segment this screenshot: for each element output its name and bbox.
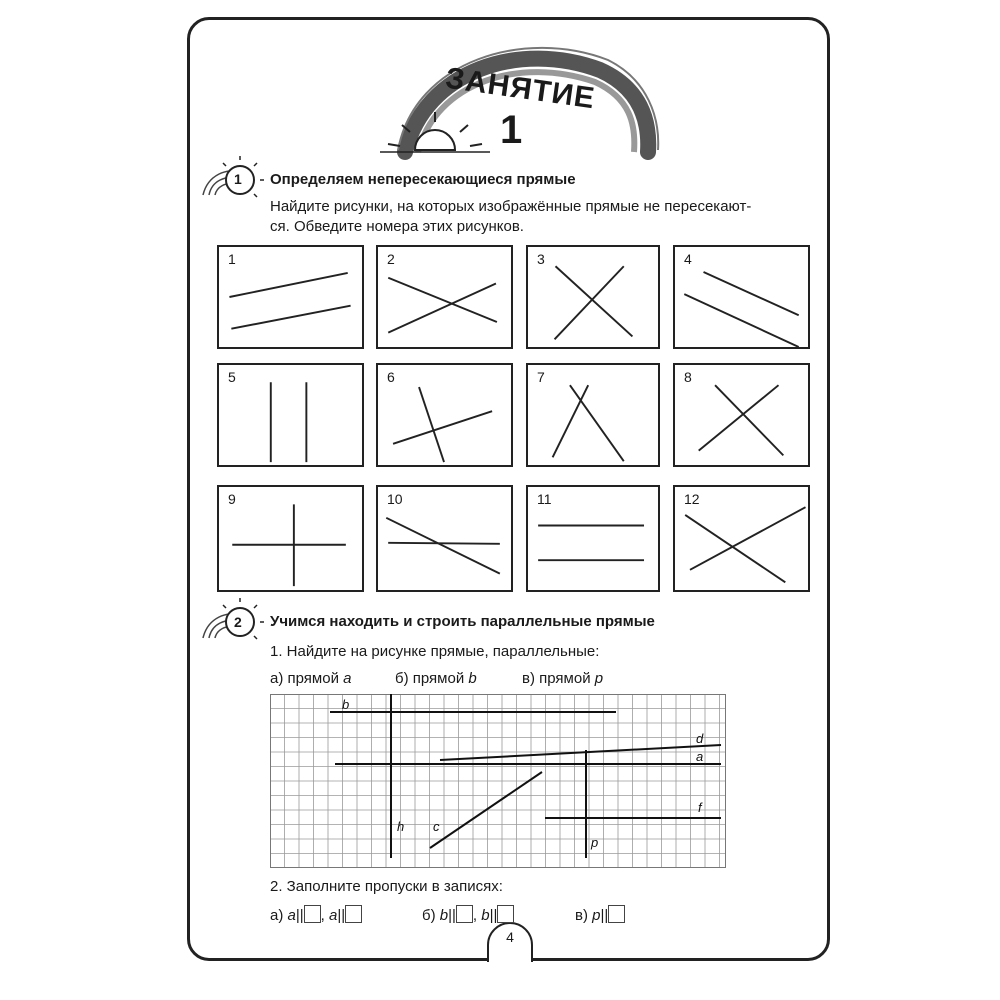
parallel-sign: || [295,907,304,924]
label-f: f [698,800,702,815]
figure-number[interactable]: 3 [537,251,545,267]
task1-title: Определяем непересекающиеся прямые [270,171,576,188]
fill-b-var-1: b [439,907,449,924]
q1-option-a-var: a [343,670,352,687]
comma: , [472,907,478,924]
q1-option-a [270,670,351,687]
fill-a-prefix: а) [270,907,288,924]
figure-12 [673,485,810,592]
label-b: b [342,697,350,712]
figure-9 [217,485,364,592]
figure-2 [376,245,513,349]
lesson-title-word: ЗАНЯТИЕ [443,61,598,116]
page-number: 4 [506,929,514,945]
sun-icon [380,112,490,152]
q1-option-b-var: b [468,670,477,687]
q1-option-c [522,670,603,687]
q1-option-c-var: p [594,670,604,687]
figure-1 [217,245,364,349]
fill-c-prefix: в) [575,907,593,924]
figure-3 [526,245,660,349]
figure-5 [217,363,364,467]
task2-question2: 2. Заполните пропуски в записях: [270,878,503,895]
figure-number[interactable]: 10 [387,491,403,507]
q1-option-b [395,670,477,687]
task2-title: Учимся находить и строить параллельные прямые [270,613,655,630]
figure-number[interactable]: 9 [228,491,236,507]
answer-box[interactable] [345,905,362,923]
answer-box[interactable] [304,905,321,923]
grid-drawing [270,694,726,868]
answer-box[interactable] [456,905,473,923]
answer-box[interactable] [608,905,625,923]
figure-10 [376,485,513,592]
label-h: h [397,819,405,834]
task1-text-line2: ся. Обведите номера этих рисунков. [270,218,524,235]
parallel-sign: || [600,907,609,924]
answer-box[interactable] [497,905,514,923]
parallel-sign: || [489,907,498,924]
task1-number: 1 [234,171,242,187]
task2-question1: 1. Найдите на рисунке прямые, параллельные: [270,643,600,660]
figure-8 [673,363,810,467]
grid-lines [270,694,726,868]
figure-number[interactable]: 5 [228,369,236,385]
figure-4 [673,245,810,349]
fill-a-var-2: a [329,907,338,924]
fill-a-var-1: a [287,907,296,924]
figure-number[interactable]: 7 [537,369,545,385]
q1-option-c-prefix: в) прямой [522,670,595,687]
fill-row-c [575,905,625,924]
figure-7 [526,363,660,467]
task1-text-line1: Найдите рисунки, на которых изображённые прямые не пересекают- [270,198,752,215]
fill-b-var-2: b [481,907,490,924]
figure-number[interactable]: 2 [387,251,395,267]
label-c: c [433,819,440,834]
parallel-sign: || [448,907,456,924]
lesson-number: 1 [500,108,523,152]
label-d: d [696,731,704,746]
comma: , [320,907,325,924]
label-a: a [696,749,704,764]
fill-row-a [270,905,362,924]
q1-option-b-prefix: б) прямой [395,670,469,687]
figure-number[interactable]: 6 [387,369,395,385]
figure-number[interactable]: 8 [684,369,692,385]
fill-row-b [422,905,514,924]
figure-number[interactable]: 1 [228,251,236,267]
figure-11 [526,485,660,592]
figure-number[interactable]: 12 [684,491,700,507]
figure-6 [376,363,513,467]
label-p: p [591,835,599,850]
figure-number[interactable]: 4 [684,251,692,267]
fill-c-var: p [592,907,601,924]
line-d [440,745,721,760]
geometry-lines [330,694,721,858]
parallel-sign: || [337,907,346,924]
figure-number[interactable]: 11 [537,491,552,507]
q1-option-a-prefix: а) прямой [270,670,344,687]
fill-b-prefix: б) [422,907,440,924]
task2-number: 2 [234,614,242,630]
